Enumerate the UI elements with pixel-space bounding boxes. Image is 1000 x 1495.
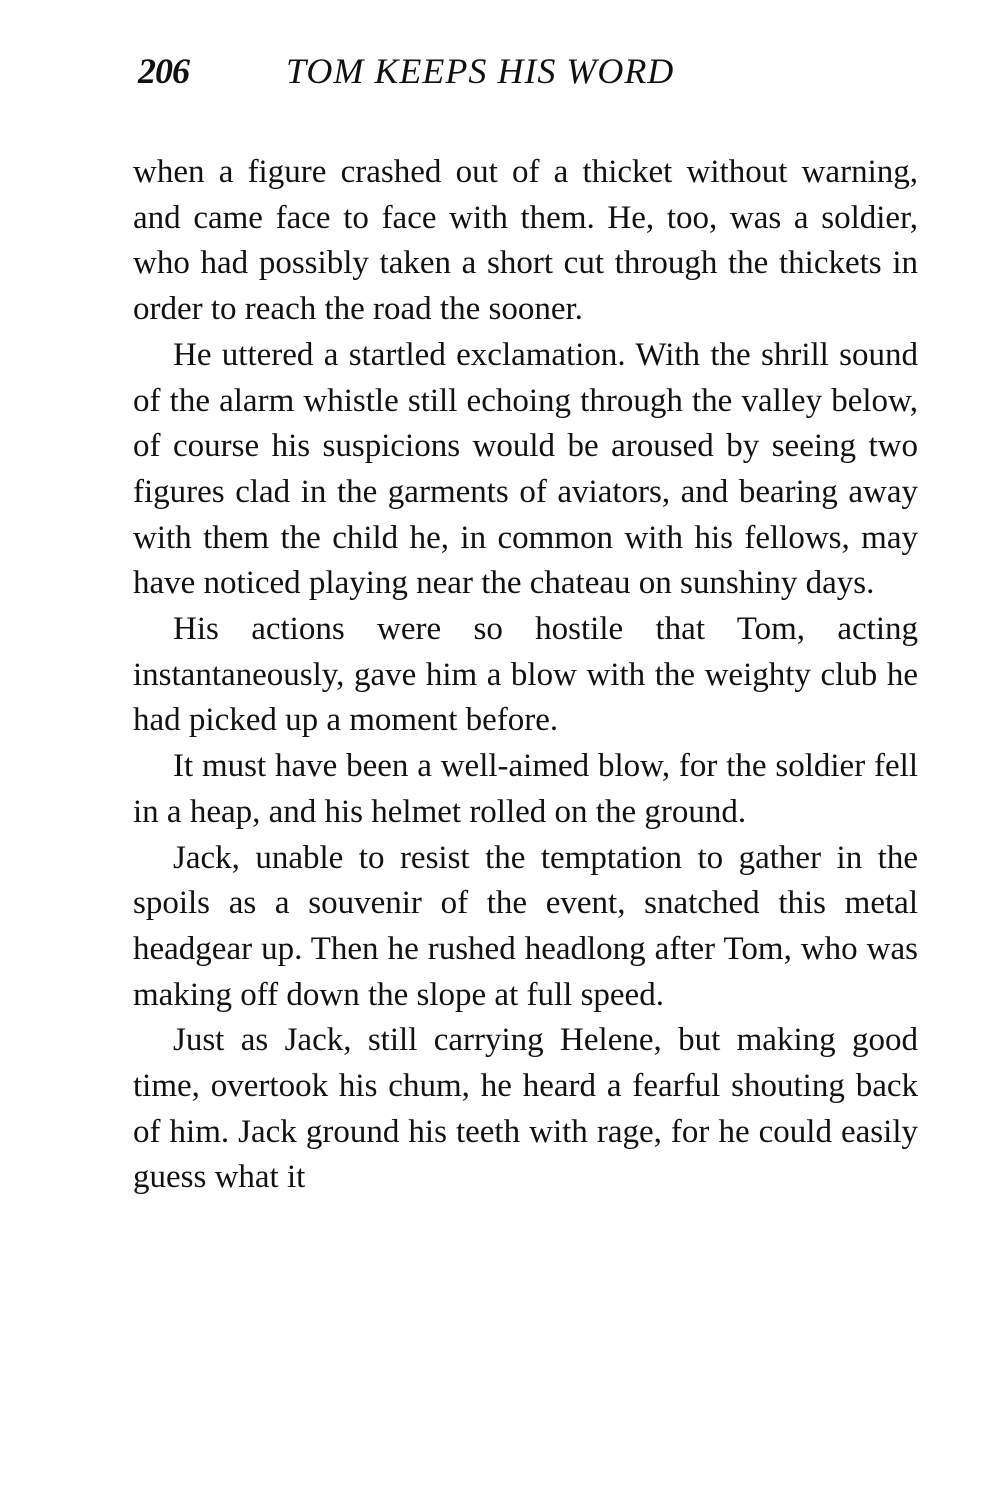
- paragraph: Jack, unable to resist the temptation to gather in the spoils as a souvenir of the event, snatched this metal headgear up. Then he rushed headlong after Tom, who was making off down the slope at full speed.: [133, 839, 918, 1013]
- paragraph: when a figure crashed out of a thicket without warning, and came face to face with them. He, too, was a soldier, who had possibly taken a short cut through the thickets in order to reach the road the sooner.: [133, 154, 918, 328]
- paragraph: He uttered a startled exclamation. With the shrill sound of the alarm whistle still echoing through the valley below, of course his suspicions would be aroused by seeing two figures clad in the garments of aviators, and bearing away with them the child he, in common with his fellows, may have noticed playing near the chateau on sunshiny days.: [133, 336, 918, 602]
- body-text: [133, 150, 918, 1201]
- paragraph: His actions were so hostile that Tom, acting instantaneously, gave him a blow with the weighty club he had picked up a moment before.: [133, 611, 918, 739]
- paragraph: Just as Jack, still carrying Helene, but making good time, overtook his chum, he heard a fearful shouting back of him. Jack ground his teeth with rage, for he could easily guess what it: [133, 1022, 918, 1196]
- running-title: TOM KEEPS HIS WORD: [286, 51, 675, 91]
- page-number: 206: [138, 51, 189, 91]
- paragraph: It must have been a well-aimed blow, for the soldier fell in a heap, and his helmet rolled on the ground.: [133, 748, 918, 830]
- page-header: [138, 50, 918, 110]
